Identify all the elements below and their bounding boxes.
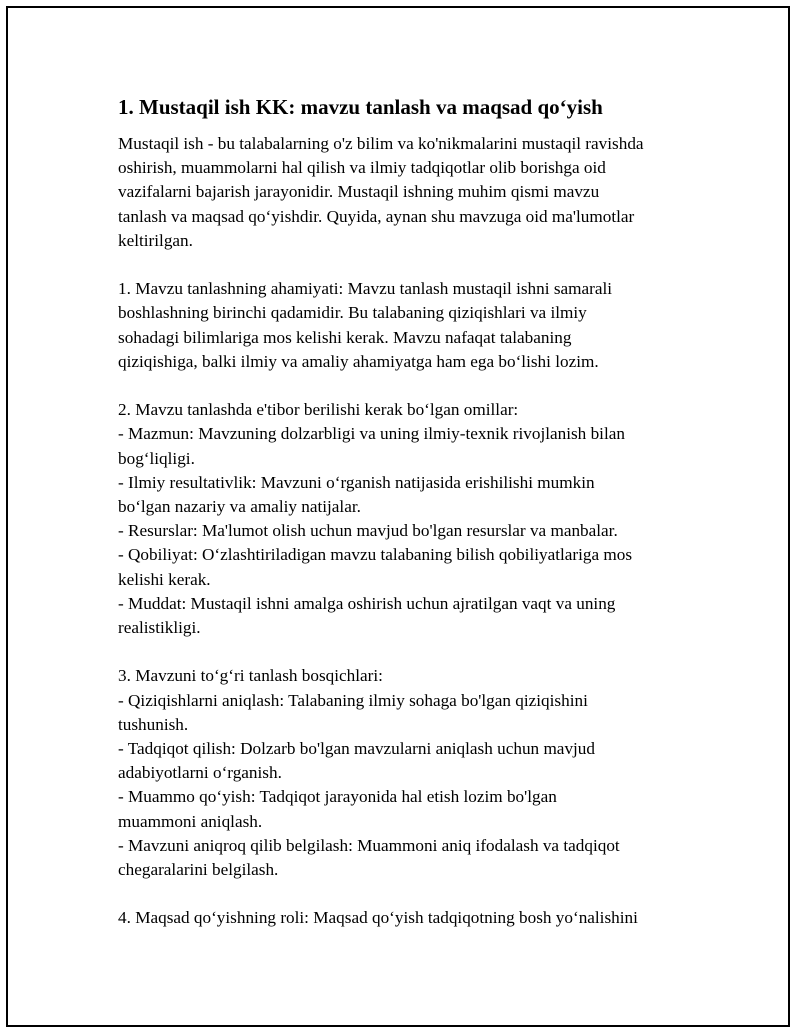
paragraph-spacer [118, 640, 698, 664]
section-4-paragraph: 4. Maqsad qo‘yishning roli: Maqsad qo‘yish tadqiqotning bosh yo‘nalishini [118, 908, 638, 928]
document-title: 1. Mustaqil ish KK: mavzu tanlash va maqsad qo‘yish [118, 95, 603, 119]
section-2-paragraph: 2. Mavzu tanlashda e'tibor berilishi kerak bo‘lgan omillar: - Mazmun: Mavzuning dolzarbligi va uning ilmiy-texnik rivojlanish bilan bog‘liqligi. - Ilmiy resultativlik: Mavzuni o‘rganish natijasida erishilishi mumkin bo‘lgan nazariy va amaliy natijalar. - Resurslar: Ma'lumot olish uchun mavjud bo'lgan resurslar va manbalar. - Qobiliyat: O‘zlashtiriladigan mavzu talabaning bilish qobiliyatlariga mos kelishi kerak. - Muddat: Mustaqil ishni amalga oshirish uchun ajratilgan vaqt va uning realistikligi. [118, 400, 633, 638]
paragraph-spacer [118, 882, 698, 906]
document-body [118, 92, 698, 931]
intro-paragraph: Mustaqil ish - bu talabalarning o'z bilim va ko'nikmalarini mustaqil ravishda oshirish, muammolarni hal qilish va ilmiy tadqiqotlar olib borishga oid vazifalarni bajarish jarayonidir. Mustaqil ishning muhim qismi mavzu tanlash va maqsad qo‘yishdir. Quyida, aynan shu mavzuga oid ma'lumotlar keltirilgan. [118, 134, 644, 250]
paragraph-spacer [118, 374, 698, 398]
section-1-paragraph: 1. Mavzu tanlashning ahamiyati: Mavzu tanlash mustaqil ishni samarali boshlashning birinchi qadamidir. Bu talabaning qiziqishlari va ilmiy sohadagi bilimlariga mos kelishi kerak. Mavzu nafaqat talabaning qiziqishiga, balki ilmiy va amaliy ahamiyatga ham ega bo‘lishi lozim. [118, 279, 613, 371]
section-3-paragraph: 3. Mavzuni to‘g‘ri tanlash bosqichlari: - Qiziqishlarni aniqlash: Talabaning ilmiy sohaga bo'lgan qiziqishini tushunish. - Tadqiqot qilish: Dolzarb bo'lgan mavzularni aniqlash uchun mavjud adabiyotlarni o‘rganish. - Muammo qo‘yish: Tadqiqot jarayonida hal etish lozim bo'lgan muammoni aniqlash. - Mavzuni aniqroq qilib belgilash: Muammoni aniq ifodalash va tadqiqot chegaralarini belgilash. [118, 666, 620, 880]
paragraph-spacer [118, 253, 698, 277]
